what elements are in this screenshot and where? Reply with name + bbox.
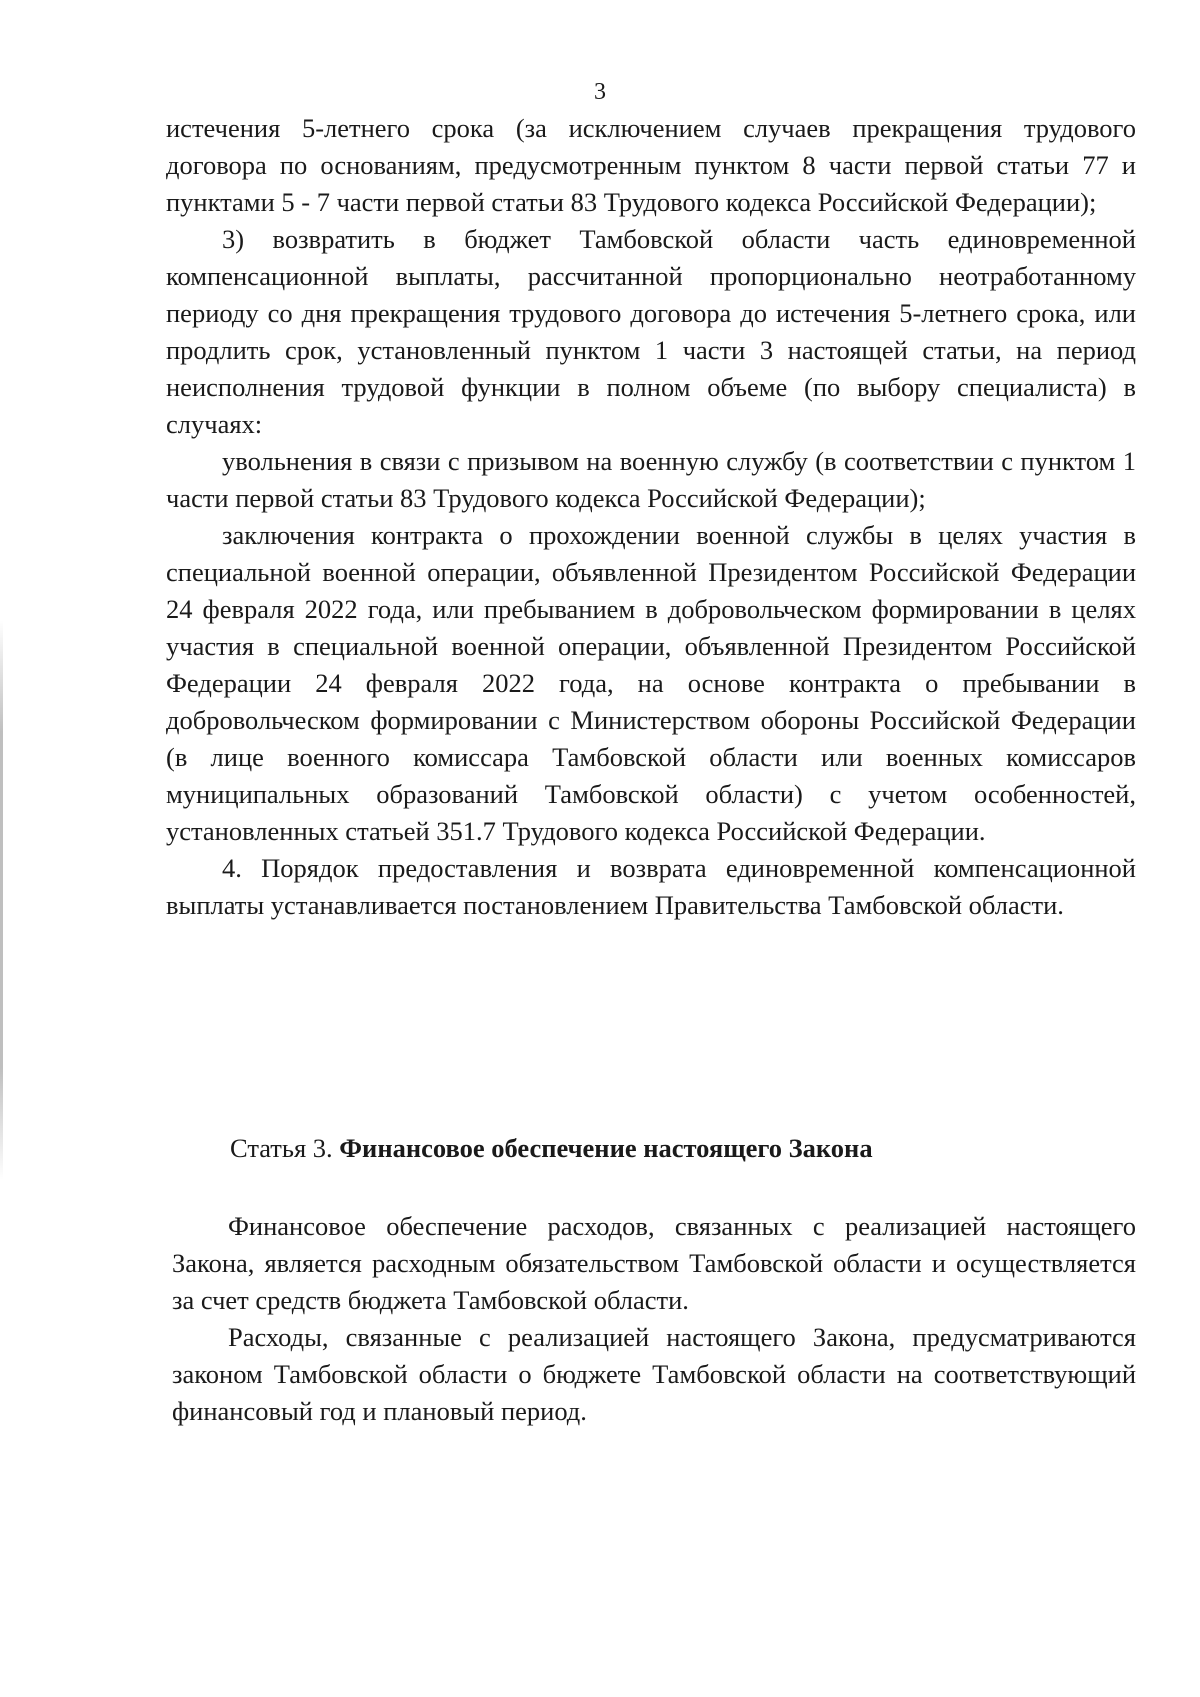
paragraph-continuation: истечения 5-летнего срока (за исключением случаев прекращения трудового договора по основаниям, предусмотренным пунктом 8 части первой статьи 77 и пунктами 5 - 7 части первой статьи 83 Трудового кодекса Российской Федерации);	[166, 113, 1136, 217]
paragraph-item-4: 4. Порядок предоставления и возврата единовременной компенсационной выплаты устанавливается постановлением Правительства Тамбовской области.	[166, 853, 1136, 920]
paragraph-dismissal: увольнения в связи с призывом на военную службу (в соответствии с пунктом 1 части первой статьи 83 Трудового кодекса Российской Федерации);	[166, 446, 1136, 513]
paragraph-financing: Финансовое обеспечение расходов, связанных с реализацией настоящего Закона, является расходным обязательством Тамбовской области и осуществляется за счет средств бюджета Тамбовской области.	[172, 1211, 1136, 1315]
article-prefix: Статья 3.	[230, 1133, 333, 1163]
paragraph-expenses: Расходы, связанные с реализацией настоящего Закона, предусматриваются законом Тамбовской области о бюджете Тамбовской области на соответствующий финансовый год и плановый период.	[172, 1322, 1136, 1426]
body-text-top	[166, 110, 1136, 924]
paragraph-contract: заключения контракта о прохождении военной службы в целях участия в специальной военной операции, объявленной Президентом Российской Федерации 24 февраля 2022 года, или пребыванием в добровольческом формировании в целях участия в специальной военной операции, объявленной Президентом Российской Федерации 24 февраля 2022 года, на основе контракта о пребывании в добровольческом формировании с Министерством обороны Российской Федерации (в лице военного комиссара Тамбовской области или военных комиссаров муниципальных образований Тамбовской области) с учетом особенностей, установленных статьей 351.7 Трудового кодекса Российской Федерации.	[166, 520, 1136, 846]
paragraph-item-3: 3) возвратить в бюджет Тамбовской области часть единовременной компенсационной выплаты, рассчитанной пропорционально неотработанному периоду со дня прекращения трудового договора до истечения 5-летнего срока, или продлить срок, установленный пунктом 1 части 3 настоящей статьи, на период неисполнения трудовой функции в полном объеме (по выбору специалиста) в случаях:	[166, 224, 1136, 439]
body-text-bottom	[172, 1208, 1136, 1430]
page-number: 3	[594, 79, 606, 105]
article-title: Финансовое обеспечение настоящего Закона	[339, 1133, 873, 1163]
article-heading	[230, 1130, 1130, 1167]
scan-edge-shadow	[0, 620, 3, 1180]
